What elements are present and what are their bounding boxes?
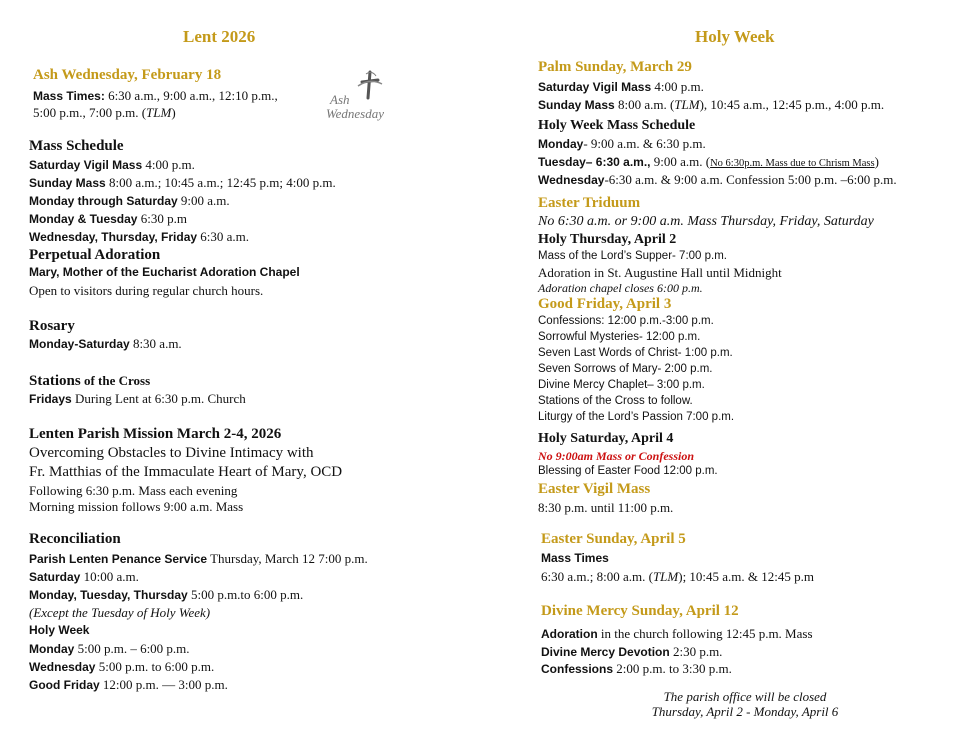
easter-mass-times: 6:30 a.m.; 8:00 a.m. (TLM); 10:45 a.m. & 12:45 p.m [541, 569, 815, 584]
triduum-note: No 6:30 a.m. or 9:00 a.m. Mass Thursday, Friday, Saturday [538, 214, 874, 229]
rosary-heading: Rosary [29, 318, 75, 334]
penance-service: Parish Lenten Penance Service Thursday, March 12 7:00 p.m. [29, 551, 368, 566]
reconciliation-except: (Except the Tuesday of Holy Week) [29, 605, 211, 620]
hw-reconciliation-row: Good Friday 12:00 p.m. — 3:00 p.m. [29, 677, 228, 692]
holy-thursday-heading: Holy Thursday, April 2 [538, 232, 677, 247]
mission-line4: Morning mission follows 9:00 a.m. Mass [29, 499, 244, 514]
palm-sunday-mass: Sunday Mass 8:00 a.m. (TLM), 10:45 a.m., 12:45 p.m., 4:00 p.m. [538, 97, 885, 112]
good-friday-item: Confessions: 12:00 p.m.-3:00 p.m. [538, 315, 714, 327]
easter-vigil-time: 8:30 p.m. until 11:00 p.m. [538, 500, 674, 515]
adoration-heading: Perpetual Adoration [29, 247, 161, 263]
ash-wednesday-line2: 5:00 p.m., 7:00 p.m. (TLM) [33, 105, 176, 120]
holy-week-label: Holy Week [29, 623, 90, 637]
ash-wednesday-heading: Ash Wednesday, February 18 [33, 67, 222, 83]
holy-week-title: Holy Week [695, 27, 775, 46]
hw-reconciliation-row: Wednesday 5:00 p.m. to 6:00 p.m. [29, 659, 215, 674]
divine-mercy-adoration: Adoration in the church following 12:45 p.m. Mass [541, 626, 813, 641]
divine-mercy-confessions: Confessions 2:00 p.m. to 3:30 p.m. [541, 661, 732, 676]
reconciliation-heading: Reconciliation [29, 531, 121, 547]
mass-row: Monday through Saturday 9:00 a.m. [29, 193, 230, 208]
logo-ash-text: Ash [330, 92, 350, 107]
mass-schedule-heading: Mass Schedule [29, 138, 124, 154]
adoration-chapel: Mary, Mother of the Eucharist Adoration Chapel [29, 265, 300, 279]
lent-title: Lent 2026 [183, 27, 256, 46]
hw-reconciliation-row: Monday 5:00 p.m. – 6:00 p.m. [29, 641, 190, 656]
holy-thursday-line: Adoration in St. Augustine Hall until Midnight [538, 265, 782, 280]
good-friday-heading: Good Friday, April 3 [538, 296, 672, 312]
holy-thursday-line: Adoration chapel closes 6:00 p.m. [538, 281, 703, 295]
mission-line2: Fr. Matthias of the Immaculate Heart of Mary, OCD [29, 464, 343, 480]
mass-row: Monday & Tuesday 6:30 p.m [29, 211, 187, 226]
reconciliation-weekdays: Monday, Tuesday, Thursday 5:00 p.m.to 6:00 p.m. [29, 587, 304, 602]
good-friday-item: Seven Sorrows of Mary- 2:00 p.m. [538, 363, 713, 375]
holy-saturday-heading: Holy Saturday, April 4 [538, 431, 674, 446]
mass-row: Sunday Mass 8:00 a.m.; 10:45 a.m.; 12:45 p.m; 4:00 p.m. [29, 175, 336, 190]
stations-line: Fridays During Lent at 6:30 p.m. Church [29, 391, 246, 406]
good-friday-item: Sorrowful Mysteries- 12:00 p.m. [538, 331, 701, 343]
ash-wednesday-line1: Mass Times: 6:30 a.m., 9:00 a.m., 12:10 p.m., [33, 88, 278, 103]
good-friday-item: Seven Last Words of Christ- 1:00 p.m. [538, 347, 733, 359]
office-closed-line2: Thursday, April 2 - Monday, April 6 [651, 704, 839, 719]
palm-sunday-heading: Palm Sunday, March 29 [538, 59, 692, 75]
office-closed-line1: The parish office will be closed [663, 689, 827, 704]
easter-food-blessing: Blessing of Easter Food 12:00 p.m. [538, 465, 718, 477]
adoration-note: Open to visitors during regular church hours. [29, 283, 264, 298]
mission-line1: Overcoming Obstacles to Divine Intimacy with [29, 445, 314, 461]
divine-mercy-heading: Divine Mercy Sunday, April 12 [541, 603, 739, 619]
hw-mass-heading: Holy Week Mass Schedule [538, 118, 696, 133]
hw-wednesday: Wednesday-6:30 a.m. & 9:00 a.m. Confession 5:00 p.m. –6:00 p.m. [538, 172, 897, 187]
reconciliation-saturday: Saturday 10:00 a.m. [29, 569, 139, 584]
good-friday-item: Liturgy of the Lord’s Passion 7:00 p.m. [538, 411, 735, 423]
hw-tuesday: Tuesday– 6:30 a.m., 9:00 a.m. (No 6:30p.m. Mass due to Chrism Mass) [538, 154, 879, 169]
divine-mercy-devotion: Divine Mercy Devotion 2:30 p.m. [541, 644, 723, 659]
holy-thursday-line: Mass of the Lord’s Supper- 7:00 p.m. [538, 250, 727, 262]
easter-sunday-heading: Easter Sunday, April 5 [541, 531, 686, 547]
mass-row: Saturday Vigil Mass 4:00 p.m. [29, 157, 195, 172]
stations-heading: Stations of the Cross [29, 373, 151, 389]
logo-wednesday-text: Wednesday [326, 106, 385, 121]
mass-row: Wednesday, Thursday, Friday 6:30 a.m. [29, 229, 250, 244]
palm-vigil: Saturday Vigil Mass 4:00 p.m. [538, 79, 704, 94]
ash-cross-icon [322, 68, 416, 126]
easter-mass-label: Mass Times [541, 551, 609, 565]
holy-saturday-note: No 9:00am Mass or Confession [538, 449, 695, 463]
triduum-heading: Easter Triduum [538, 195, 641, 211]
ash-wednesday-logo [322, 68, 416, 126]
mission-line3: Following 6:30 p.m. Mass each evening [29, 483, 238, 498]
mission-heading: Lenten Parish Mission March 2-4, 2026 [29, 426, 282, 442]
easter-vigil-heading: Easter Vigil Mass [538, 481, 651, 497]
good-friday-item: Divine Mercy Chaplet– 3:00 p.m. [538, 379, 705, 391]
hw-monday: Monday- 9:00 a.m. & 6:30 p.m. [538, 136, 706, 151]
good-friday-item: Stations of the Cross to follow. [538, 395, 693, 407]
rosary-line: Monday-Saturday 8:30 a.m. [29, 336, 182, 351]
